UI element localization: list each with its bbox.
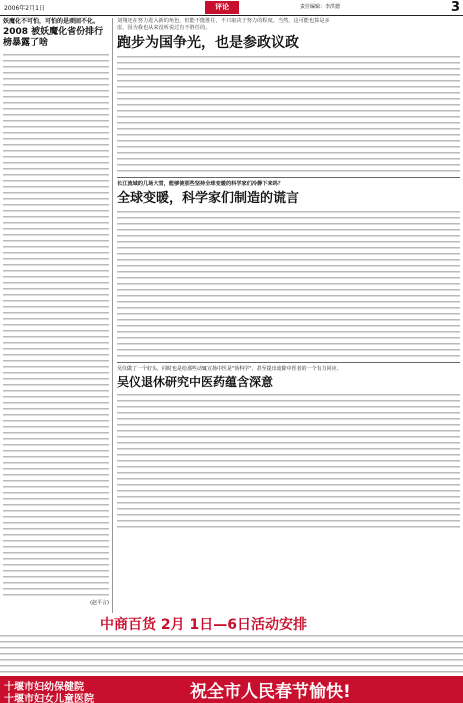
issue-date: 2006年2月1日 — [4, 5, 45, 12]
divider — [117, 177, 460, 178]
article-1-lead: 刘翔还在努力进入新的角色，但能不能胜任，不只取决于努力的程度。当然，这可能也算是多虑，因为我也从来没听说过有不胜任的。 — [117, 18, 330, 31]
left-article-author: (赵平言) — [90, 600, 109, 606]
article-2 — [117, 181, 460, 359]
main-articles — [117, 18, 460, 532]
ad-title: 中商百货 2月 1日—6日活动安排 — [100, 617, 307, 633]
divider — [117, 362, 460, 363]
article-3-title: 吴仪退休研究中医药蕴含深意 — [117, 375, 274, 389]
section-badge: 评论 — [205, 1, 239, 14]
ad-hospital-1: 十堰市妇幼保健院 — [4, 682, 84, 693]
page-number: 3 — [450, 0, 460, 15]
ad-body — [0, 633, 463, 675]
left-column-article — [3, 18, 113, 613]
article-1 — [117, 18, 460, 174]
editor-credit: 责任编辑：李洪德 — [300, 4, 341, 10]
article-2-body — [117, 209, 460, 359]
article-3-lead: 吴仪做了一个好头，同时也是给那些动辄宣扬中医是"伪科学"，甚至提出废除中医者的一个有力回应。 — [117, 366, 342, 372]
page-header — [0, 0, 463, 16]
left-article-title: 2008 被妖魔化省份排行榜暴露了啥 — [3, 27, 104, 48]
article-2-title: 全球变暖，科学家们制造的谎言 — [117, 191, 300, 206]
ad-hospital-2: 十堰市妇女儿童医院 — [4, 694, 94, 703]
article-2-lead: 长江流域的几场大雪，能够使那些坚持全球变暖的科学家们冷静下来吗？ — [117, 181, 284, 187]
left-article-lead: 妖魔化不可怕，可怕的是顽固不化。 — [3, 18, 100, 25]
left-article-body — [3, 52, 109, 597]
article-3-body — [117, 392, 460, 532]
article-3 — [117, 366, 460, 532]
ad-slogan: 祝全市人民春节愉快! — [190, 682, 351, 702]
article-1-body — [117, 54, 460, 174]
article-1-title: 跑步为国争光，也是参政议政 — [117, 35, 299, 51]
